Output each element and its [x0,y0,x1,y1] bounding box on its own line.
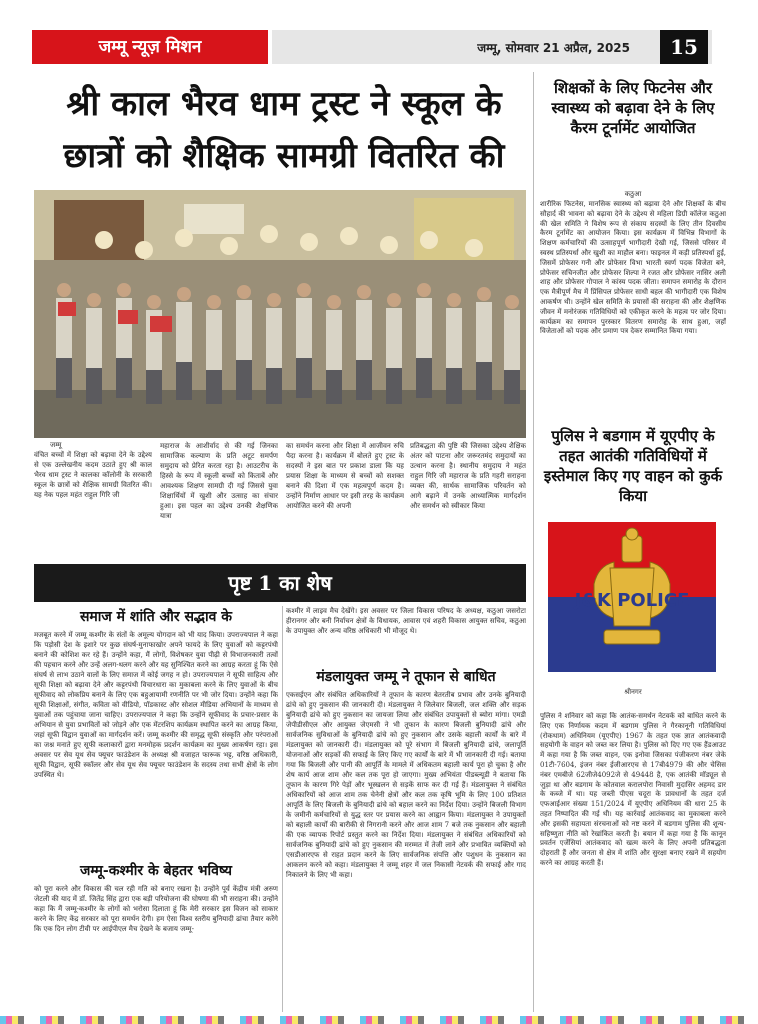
storm-headline: मंडलायुक्त जम्मू ने तूफान से बाधित [316,669,496,685]
page-number: 15 [660,30,708,64]
main-story-column-1: वंचित बच्चों में शिक्षा को बढ़ावा देने के उद्देश्य से एक उल्लेखनीय कदम उठाते हुए श्री काल भैरव धाम ट्रस्ट ने कालका कॉलोनी के सरकारी स्कूल के छात्रों को शैक्षिक सामग्री वितरित की। यह नेक पहल महंत राहुल गिरि जी [34,451,152,499]
carrom-tournament-headline: शिक्षकों के लिए फिटनेस और स्वास्थ्य को बढ़ावा देने के लिए कैरम टूर्नामेंट आयोजित [551,79,715,137]
print-color-strip [0,1016,758,1024]
dateline: जम्मू, सोमवार 21 अप्रैल, 2025 [477,41,630,55]
jk-future-continued: कश्मीर में लाइव मैच देखेंगे। इस अवसर पर जिला विकास परिषद के अध्यक्ष, कठुआ जसरोटा हीरानगर और बनी निर्वाचन क्षेत्रों के विधायक, आवास एवं शहरी विकास आयुक्त सचिव, कठुआ के उपायुक्त और अन्य वरिष्ठ अधिकारी भी मौजूद थे। [286,607,526,635]
continuation-banner: पृष्ट 1 का शेष [34,564,526,602]
peace-harmony-headline: समाज में शांति और सद्भाव के [79,609,233,625]
newspaper-name: जम्मू न्यूज़ मिशन [32,30,268,64]
jk-police-emblem [548,522,716,672]
emblem-text: J&K POLICE [574,590,690,611]
peace-harmony-body: मजबूत करने में जम्मू कश्मीर के संतों के अमूल्य योगदान को भी याद किया। उपराज्यपाल ने कहा कि पड़ोसी देश के इशारे पर कुछ संघर्ष-मुनाफाखोर अपने फायदे के लिए युवाओं को कट्टरपंथी बनाने की कोशिश कर रहे हैं। उन्होंने कहा, मैं लोगों, विशेषकर युवा पीढ़ी से विभाजनकारी तत्वों की पहचान करने और उन्हें अलग-थलग करने और यह सुनिश्चित करने का आग्रह करता हूं कि ऐसे संघर्ष से लाभ उठाने वालों के लिए समाज में कोई जगह न हो। उपराज्यपाल ने सूफी साहित्य और सूफी शिक्षा को बढ़ावा देने और कट्टरपंथी विचारधारा का मुकाबला करने के लिए युवाओं के बीच सूफीवाद को लोकप्रिय बनाने के लिए एक बहुआयामी रणनीति पर भी जोर दिया। उन्होंने कहा कि सूफी शिक्षाओं, संगीत, कविता को वीडियो, पॉडकास्ट और सोशल मीडिया अभियानों के माध्यम से युवाओं तक पहुंचाया जाना चाहिए। उपराज्यपाल ने कहा कि उन्होंने सूफीवाद के प्रचार-प्रसार के अभियान से युवा प्रभावितों को जोड़ने और एक मेंटरशिप कार्यक्रम स्थापित करने का आग्रह किया, जहां सूफी विद्वान युवाओं का मार्गदर्शन करें। जम्मू कश्मीर की समृद्ध सूफी संस्कृति और परंपराओं का जश्न मनाते हुए सूफी कलाकारों द्वारा मनमोहक प्रदर्शन कार्यक्रम का मुख्य आकर्षण रहा। इस अवसर पर सेव यूथ सेव फ्यूचर फाउंडेशन के अध्यक्ष श्री वजाहत फारूक भट्ट, वरिष्ठ अधिकारी, सूफी विद्वान, सूफी स्कॉलर और सेव यूथ सेव फ्यूचर फाउंडेशन के सदस्य तथा सभी क्षेत्रों के लोग उपस्थित थे। [34,631,278,779]
storm-body: एकसईएन और संबंधित अधिकारियों ने तूफान के कारण बेतरतीब प्रभाव और उनके बुनियादी ढांचे को हुए नुकसान की जानकारी दी। मंडलायुक्त ने जिलेवार बिजली, जल शक्ति और सड़क बुनियादी ढांचे को हुए नुकसान का जायजा लिया और संबंधित उपायुक्तों से ब्योरा मांगा। एमडी जेपीडीसीएल और आयुक्त जेएमसी ने भी तूफान के कारण बिजली बुनियादी ढांचे और सार्वजनिक सुविधाओं के बुनियादी ढांचे को हुए नुकसान और उसके बहाली कार्यों के बारे में मंडलायुक्त को जानकारी दी। मंडलायुक्त को पूरे संभाग में बिजली बुनियादी ढांचे, जलापूर्ति योजनाओं और सड़कों की सफाई के लिए किए गए कार्यों के बारे में भी जानकारी दी गई। बताया गया कि बिजली और पानी की आपूर्ति के मामले में अधिकतम बहाली कार्य पूरा हो चुका है और शेष कार्य आज शाम और कल तक पूरा हो जाएगा। मुख्य अभियंता पीडब्ल्यूडी ने बताया कि तूफान के कारण गिरे पेड़ों और भूस्खलन से सड़कें साफ कर दी गई हैं। मंडलायुक्त ने संबंधित अधिकारियों को आज शाम तक चेनेनी क्षेत्रों और कल तक कृषि भूमि के लिए 100 प्रतिशत आपूर्ति के लिए बिजली के बुनियादी ढांचे को बहाल करने का निर्देश दिया। उन्होंने बिजली विभाग के जमीनी कर्मचारियों से युद्ध स्तर पर प्रयास करने का आह्वान किया। मंडलायुक्त ने उपायुक्तों को बहाली कार्यों की बारीकी से निगरानी करने और आज शाम 7 बजे तक नुकसान और बहाली की एक व्यापक रिपोर्ट प्रस्तुत करने का निर्देश दिया। मंडलायुक्त ने संबंधित अधिकारियों को सार्वजनिक बुनियादी ढांचे को हुए नुकसान की मरम्मत में तेजी लाने और प्रभावित व्यक्तियों को एसडीआरएफ से राहत प्रदान करने के लिए सार्वजनिक संपत्ति और पशुधन के नुकसान का आकलन करने को कहा। मंडलायुक्त ने जम्मू शहर में जल निकासी नेटवर्क की सफाई और गाद निकालने के लिए भी कहा। [286,691,526,879]
police-vehicle-headline: पुलिस ने बडगाम में यूएपीए के तहत आतंकी गतिविधियों में इस्तेमाल किए गए वाहन को कुर्क किया [543,427,723,505]
jk-future-body: को पूरा करने और विकास की चल रही गति को बनाए रखना है। उन्होंने पूर्व केंद्रीय मंत्री अरुण जेटली की याद में डॉ. जितेंद्र सिंह द्वारा एक बड़ी परियोजना की घोषणा की भी सराहना की। उन्होंने कहा कि मैं जम्मू-कश्मीर के लोगों को भरोसा दिलाता हूं कि मेरी सरकार इस विजन को साकार करने के लिए केंद्र सरकार को पूरा समर्थन देगी। हम ऐसा विश्व स्तरीय बुनियादी ढांचा तैयार करेंगे कि एक दिन लोग टीवी पर आईपीएल मैच देखने के बजाय जम्मू- [34,885,278,933]
column-divider [533,72,534,1012]
masthead [32,30,712,64]
carrom-dateline-place: कठुआ [624,190,642,198]
column-divider [282,606,283,1012]
jk-future-headline: जम्मू-कश्मीर के बेहतर भविष्य [79,863,233,879]
group-photo [34,190,526,438]
main-story-column-3: का समर्थन करना और शिक्षा में आजीवन रुचि पैदा करना है। कार्यक्रम में बोलते हुए ट्रस्ट के सदस्यों ने इस बात पर प्रकाश डाला कि यह प्रयास शिक्षा के माध्यम से बच्चों को सशक्त बनाने की दिशा में एक महत्वपूर्ण कदम है। उन्होंने निर्माण आधार पर इसी तरह के कार्यक्रम आयोजित करने की अपनी [286,442,404,510]
photo-caption: जम्मू [50,441,62,449]
police-dateline-place: श्रीनगर [624,688,642,696]
main-story-column-4: प्रतिबद्धता की पुष्टि की जिसका उद्देश्य शैक्षिक अंतर को पाटना और जरूरतमंद समुदायों का उत्थान करना है। स्थानीय समुदाय ने महंत राहुल गिरि जी महाराज के प्रति गहरी सराहना व्यक्त की, सार्थक सामाजिक परिवर्तन को आगे बढ़ाने में उनके आध्यात्मिक मार्गदर्शन और समर्थन को स्वीकार किया [410,442,526,510]
main-story-column-2: महाराज के आशीर्वाद से की गई जिनका सामाजिक कल्याण के प्रति अटूट समर्पण समुदाय को प्रेरित करता रहा है। आउटरीच के हिस्से के रूप में स्कूली बच्चों को किताबें और आवश्यक शिक्षण सामग्री दी गई जिससे युवा शिक्षार्थियों में खुशी और उत्साह का संचार हुआ। इस पहल का उद्देश्य उनकी शैक्षणिक यात्रा [160,442,278,520]
police-vehicle-body: पुलिस ने शनिवार को कहा कि आतंक-समर्थन नेटवर्क को बाधित करने के लिए एक निर्णायक कदम में बडगाम पुलिस ने गैरकानूनी गतिविधियां (रोकथाम) अधिनियम (यूएपीए) 1967 के तहत एक ज्ञात आतंकवादी सहयोगी के वाहन को जब्त कर लिया है। पुलिस को दिए गए एक हैंडआउट में कहा गया है कि जब्त वाहन, एक इनोवा जिसका पंजीकरण नंबर जेके 01टी-7604, इंजन नंबर ईजीआरएच से 17बी4979 की और चेसिस नंबर एमबीजे 62जीजे4092जे से 49448 है, एक आतंकी मॉड्यूल से जुड़ा था और बडगाम के कोतवाल करालपोरा निवासी मुदासिर अहमद डार के कब्जे में था। यह जब्ती पीएस चदूरा के प्रावधानों के तहत दर्ज एफआईआर संख्या 151/2024 में यूएपीए अधिनियम की धारा 25 के तहत निष्पादित की गई थी। यह कार्रवाई आतंकवाद का मुकाबला करने और इसकी सहायता संरचनाओं को नष्ट करने में बडगाम पुलिस की शून्य-सहिष्णुता नीति को रेखांकित करती है। बयान में कहा गया है कि कानून प्रवर्तन एजेंसियां आतंकवाद को खत्म करने के लिए अपनी प्रतिबद्धता दोहराती हैं और जनता से क्षेत्र में शांति और सुरक्षा बनाए रखने में सहयोग करने का आग्रह करती हैं। [540,712,726,867]
masthead-bar [272,30,712,64]
main-headline: श्री काल भैरव धाम ट्रस्ट ने स्कूल के छात्रों को शैक्षिक सामग्री वितरित की [63,84,505,176]
carrom-tournament-body: शारीरिक फिटनेस, मानसिक स्वास्थ्य को बढ़ावा देने और शिक्षकों के बीच सौहार्द की भावना को बढ़ावा देने के उद्देश्य से महिला डिग्री कॉलेज कठुआ की खेल समिति ने विशेष रूप से संकाय सदस्यों के लिए तीन दिवसीय कैरम टूर्नामेंट का आयोजन किया। इस कार्यक्रम में विभिन्न विभागों के शिक्षण कर्मचारियों की उत्साहपूर्ण भागीदारी देखी गई, जिससे परिसर में स्वस्थ प्रतिस्पर्धा और खुशी का माहौल बना। फाइनल में कड़ी प्रतिस्पर्धा हुई, जिसमें प्रोफेसर गनी और प्रोफेसर विभा भारती स्वर्ण पदक विजेता बने, प्रोफेसर सचिनजीत और प्रोफेसर शिल्पा ने रजत और प्रोफेसर नासिर अली शाह और प्रोफेसर गोपाल ने कांस्य पदक जीता। समापन समारोह के दौरान एक मैत्रीपूर्ण मैच में प्रिंसिपल प्रोफेसर साधी बहल की भागीदारी एक विशेष आकर्षण थी। उन्होंने खेल समिति के प्रयासों की सराहना की और शैक्षणिक जीवन में मनोरंजक गतिविधियों को एकीकृत करने के महत्व पर जोर दिया। कार्यक्रम का समापन पुरस्कार वितरण समारोह के साथ हुआ, जहाँ विजेताओं को पदक और प्रमाण पत्र देकर सम्मानित किया गया। [540,200,726,336]
